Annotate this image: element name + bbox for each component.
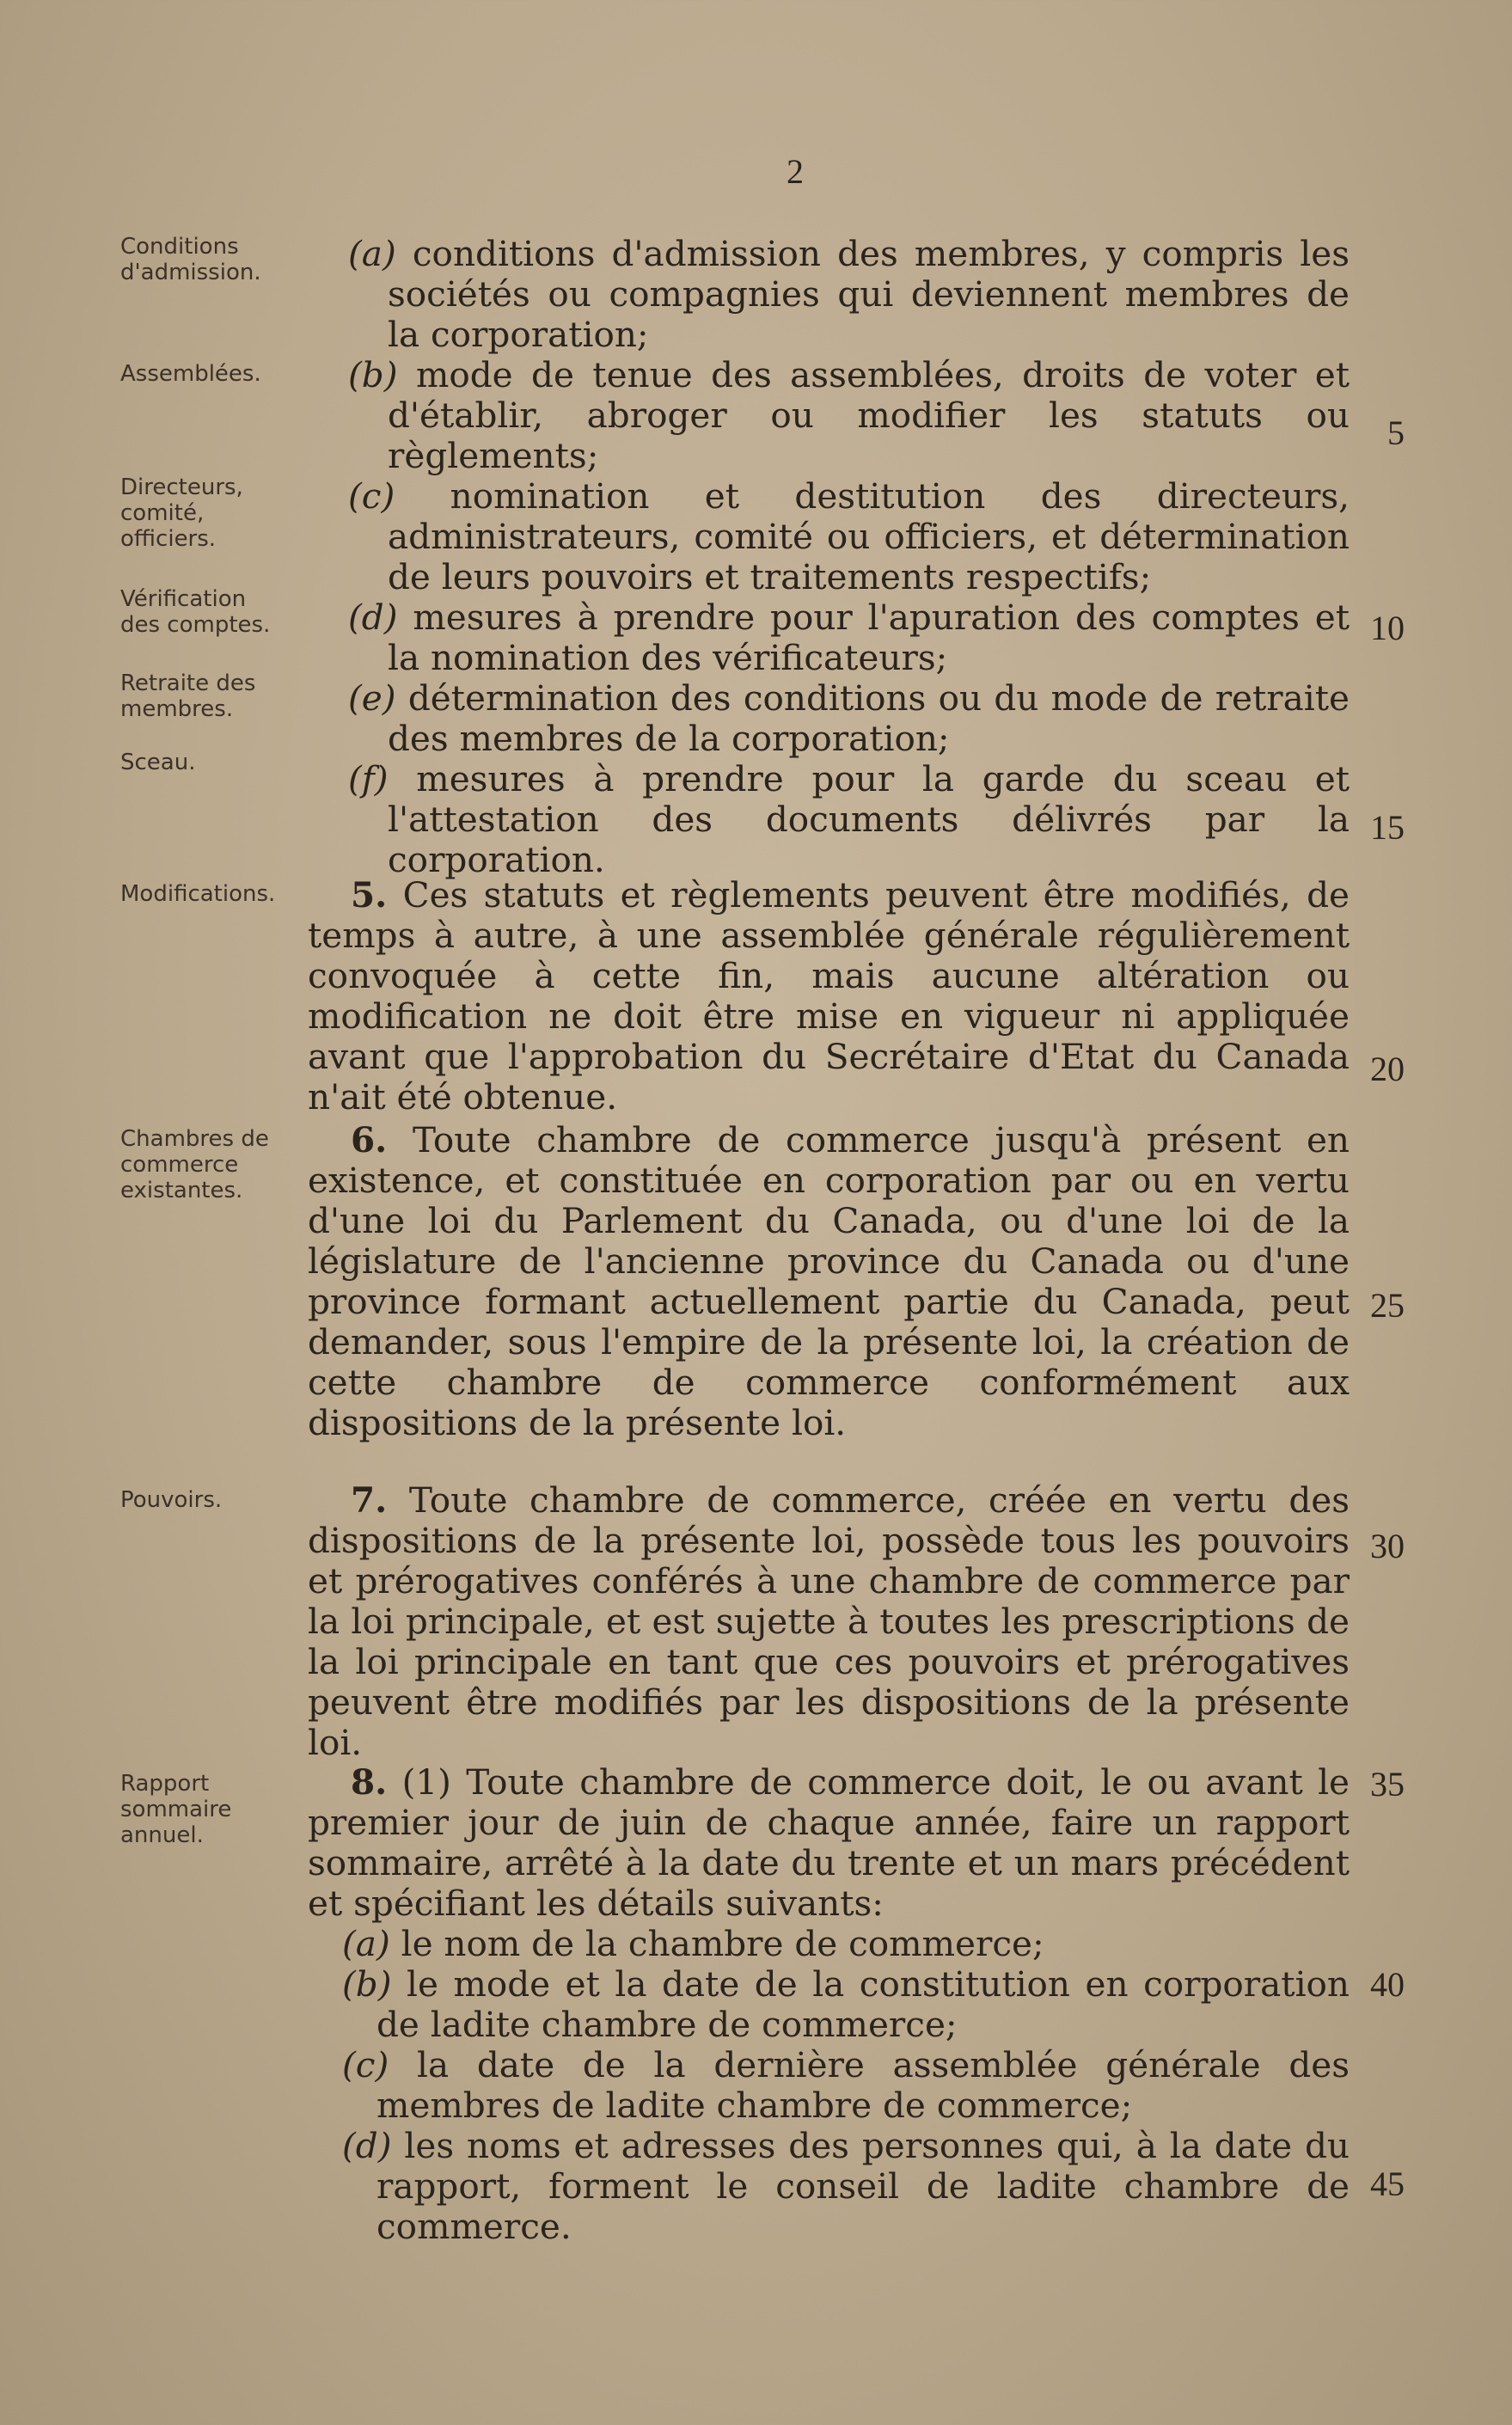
margin-note-modifications: Modifications. (120, 881, 276, 907)
margin-note-sceau: Sceau. (120, 750, 196, 775)
item-d: (d) mesures à prendre pour l'apuration des comptes et la nomination des vérificateurs; (348, 597, 1350, 678)
line-number: 45 (1370, 2165, 1405, 2203)
line-number: 25 (1370, 1286, 1405, 1325)
sub-item-c: (c) la date de la dernière assemblée générale des membres de ladite chambre de commerce; (342, 2044, 1350, 2126)
page-number: 2 (787, 152, 804, 191)
margin-note-pouvoirs: Pouvoirs. (120, 1487, 223, 1513)
margin-note-rapport: Rapport sommaire annuel. (120, 1771, 232, 1848)
section-number: 5. (351, 874, 388, 915)
line-number: 40 (1370, 1965, 1405, 2004)
margin-note-chambres: Chambres de commerce existantes. (120, 1126, 269, 1203)
line-number: 30 (1370, 1527, 1405, 1565)
margin-note-verification: Vérification des comptes. (120, 586, 271, 638)
line-number: 20 (1370, 1050, 1405, 1088)
item-a: (a) conditions d'admission des membres, y compris les sociétés ou compagnies qui deviennent membres de la corporation; (348, 233, 1350, 355)
item-e: (e) détermination des conditions ou du mode de retraite des membres de la corporation; (348, 677, 1350, 759)
line-number: 5 (1387, 413, 1405, 452)
item-b: (b) mode de tenue des assemblées, droits de voter et d'établir, abroger ou modifier les statuts ou règlements; (348, 354, 1350, 476)
item-c: (c) nomination et destitution des directeurs, administrateurs, comité ou officiers, et détermination de leurs pouvoirs et traitements respectifs; (348, 475, 1350, 597)
section-number: 6. (351, 1119, 388, 1160)
margin-note-assemblees: Assemblées. (120, 361, 261, 387)
line-number: 35 (1370, 1765, 1405, 1803)
section-number: 8. (351, 1761, 388, 1803)
section-7: 7. Toute chambre de commerce, créée en vertu des dispositions de la présente loi, possède tous les pouvoirs et prérogatives conférés à une chambre de commerce par la loi principale, et est sujette à toutes les prescriptions de la loi principale en tant que ces pouvoirs et prérogatives peuvent être modifiés par les dispositions de la présente loi. (308, 1479, 1350, 1763)
section-5: 5. Ces statuts et règlements peuvent être modifiés, de temps à autre, à une assemblée générale régulièrement convoquée à cette fin, mais aucune altération ou modification ne doit être mise en vigueur ni appliquée avant que l'approbation du Secrétaire d'Etat du Canada n'ait été obtenue. (308, 874, 1350, 1118)
item-f: (f) mesures à prendre pour la garde du sceau et l'attestation des documents délivrés par la corporation. (348, 758, 1350, 880)
margin-note-retraite: Retraite des membres. (120, 671, 256, 722)
sub-item-a: (a) le nom de la chambre de commerce; (342, 1923, 1044, 1964)
section-8: 8. (1) Toute chambre de commerce doit, le ou avant le premier jour de juin de chaque année, faire un rapport sommaire, arrêté à la date du trente et un mars précédent et spécifiant les détails suivants: (a) le nom de la chambre de commerce; (b) le mode et la date de la constitution en corporation de ladite chambre de commerce; (c) la date de la dernière assemblée générale des membres de ladite chambre de commerce; (d) les noms et adresses des personnes qui, à la date du rapport, forment le conseil de ladite chambre de commerce. (308, 1761, 1350, 2247)
section-6: 6. Toute chambre de commerce jusqu'à présent en existence, et constituée en corporation par ou en vertu d'une loi du Parlement du Canada, ou d'une loi de la législature de l'ancienne province du Canada ou d'une province formant actuellement partie du Canada, peut demander, sous l'empire de la présente loi, la création de cette chambre de commerce conformément aux dispositions de la présente loi. (308, 1119, 1350, 1443)
line-number: 15 (1370, 808, 1405, 847)
sub-item-d: (d) les noms et adresses des personnes qui, à la date du rapport, forment le conseil de ladite chambre de commerce. (342, 2125, 1350, 2247)
line-number: 10 (1370, 609, 1405, 647)
section-4-items (348, 234, 1350, 880)
margin-note-directeurs: Directeurs, comité, officiers. (120, 475, 243, 552)
margin-note-admission: Conditions d'admission. (120, 234, 261, 285)
section-number: 7. (351, 1479, 388, 1521)
sub-item-b: (b) le mode et la date de la constitution en corporation de ladite chambre de commerce; (342, 1963, 1350, 2045)
